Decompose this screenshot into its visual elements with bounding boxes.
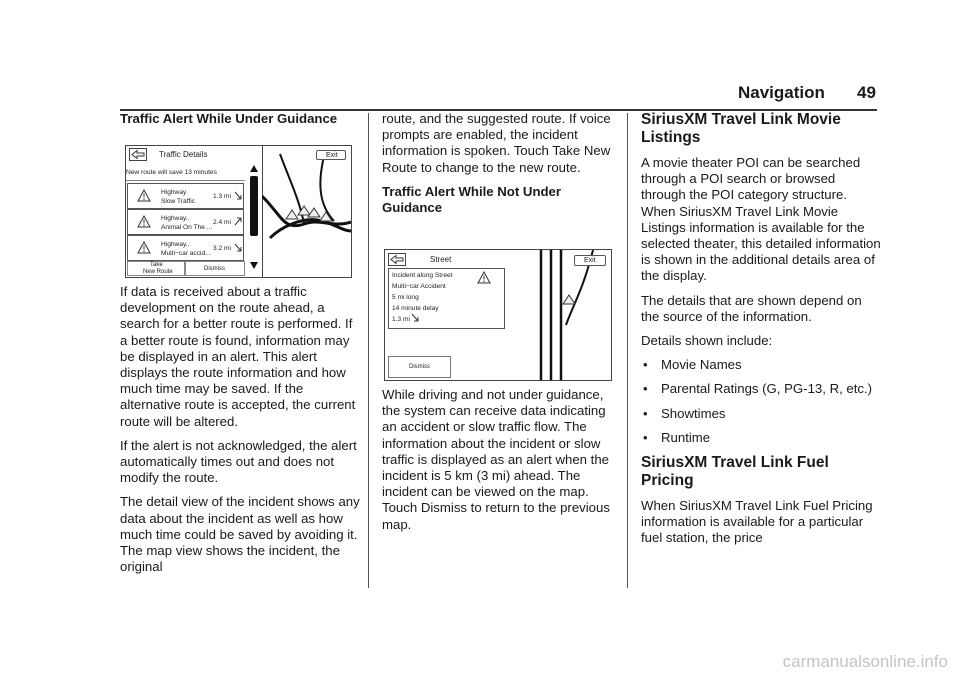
page-number: 49 bbox=[857, 83, 876, 102]
map-incident-marker bbox=[563, 295, 575, 304]
map-incident-marker bbox=[286, 210, 298, 219]
arrow-southeast-icon bbox=[411, 313, 420, 323]
bullet-item bbox=[641, 381, 881, 397]
incident-distance: 2.4 mi bbox=[213, 219, 231, 226]
incident-distance: 3.2 mi bbox=[213, 245, 231, 252]
dismiss-button[interactable] bbox=[185, 261, 245, 276]
column-1-body bbox=[120, 284, 360, 583]
incident-detail-panel bbox=[388, 268, 505, 329]
exit-label: Exit bbox=[326, 152, 338, 159]
scroll-thumb[interactable] bbox=[250, 176, 258, 236]
new-route-label: New Route bbox=[143, 269, 173, 275]
column-1 bbox=[120, 111, 360, 135]
bullet-marker: • bbox=[643, 357, 648, 373]
street-map[interactable] bbox=[521, 250, 611, 380]
arrow-southeast-icon bbox=[234, 243, 243, 253]
detail-line: 5 mi long bbox=[392, 294, 419, 301]
paragraph: If the alert is not acknowledged, the alert automatically times out and does not modify the route. bbox=[120, 437, 357, 486]
warning-icon bbox=[137, 189, 151, 202]
paragraph: Details shown include: bbox=[641, 333, 773, 349]
paragraph: route, and the suggested route. If voice prompts are enabled, the incident information is spoken. Touch Take New Route to change to the new route. bbox=[382, 111, 611, 175]
map-incident-marker bbox=[308, 208, 320, 217]
bullet-marker: • bbox=[643, 381, 648, 397]
scrollbar[interactable] bbox=[248, 160, 260, 274]
take-label: Take bbox=[150, 262, 163, 268]
heading-fuel-pricing: SiriusXM Travel Link Fuel Pricing bbox=[641, 454, 829, 490]
bullet-text: Runtime bbox=[661, 429, 711, 445]
incident-distance: 1.3 mi bbox=[213, 193, 231, 200]
heading-movie-listings: SiriusXM Travel Link Movie Listings bbox=[641, 111, 841, 146]
detail-line: 14 minute delay bbox=[392, 305, 439, 312]
screen-title: Traffic Details bbox=[159, 150, 208, 159]
footer-watermark: carmanualsonline.info bbox=[782, 652, 948, 671]
paragraph: The details that are shown depend on the source of the information. bbox=[641, 292, 862, 324]
heading-not-under-guidance: Traffic Alert While Not Under Guidance bbox=[382, 183, 562, 216]
arrow-northeast-icon bbox=[234, 216, 243, 226]
paragraph: The detail view of the incident shows any data about the incident as well as how much time could be saved by avoiding it. The map view shows the incident, the original bbox=[120, 494, 360, 575]
column-2-body bbox=[382, 387, 620, 541]
warning-icon bbox=[137, 241, 151, 254]
column-divider-1 bbox=[368, 113, 369, 588]
bullet-marker: • bbox=[643, 405, 648, 421]
heading-under-guidance: Traffic Alert While Under Guidance bbox=[120, 111, 338, 126]
bullet-text: Parental Ratings (G, PG-13, R, etc.) bbox=[661, 381, 873, 397]
bullet-marker: • bbox=[643, 429, 648, 445]
scroll-up-icon[interactable] bbox=[249, 164, 259, 173]
bullet-text: Showtimes bbox=[661, 405, 726, 421]
back-arrow-icon[interactable] bbox=[388, 253, 406, 266]
dismiss-button[interactable] bbox=[388, 356, 451, 378]
incident-type: Animal On The ... bbox=[161, 224, 213, 231]
exit-label: Exit bbox=[584, 257, 596, 264]
exit-button[interactable] bbox=[574, 255, 606, 266]
detail-line: Incident along Street bbox=[392, 272, 453, 279]
incident-type: Slow Traffic bbox=[161, 198, 195, 205]
incident-road: Highway bbox=[161, 189, 187, 196]
route-save-banner: New route will save 13 minutes bbox=[126, 169, 217, 176]
dismiss-label: Dismiss bbox=[409, 364, 430, 370]
column-2 bbox=[382, 111, 620, 224]
incident-type: Multi−car accid... bbox=[161, 250, 211, 257]
take-new-route-button[interactable] bbox=[127, 261, 185, 276]
paragraph: A movie theater POI can be searched through a POI search or browsed through the POI category structure. When SiriusXM Travel Link Movie Listings information is available for the selected theater, this detailed information is shown in the additional details area of the display. bbox=[641, 155, 881, 284]
paragraph: While driving and not under guidance, the system can receive data indicating an accident or slow traffic flow. The information about the incident or slow traffic is displayed as an alert when the incident is 5 km (3 mi) ahead. The incident can be viewed on the map. Touch Dismiss to return to the previous map. bbox=[382, 387, 610, 532]
exit-button[interactable] bbox=[316, 150, 346, 160]
incident-item[interactable] bbox=[127, 235, 244, 261]
route-map[interactable] bbox=[262, 146, 351, 277]
section-title: Navigation bbox=[738, 83, 825, 102]
screen-title: Street bbox=[430, 255, 452, 264]
figure-traffic-details bbox=[125, 145, 352, 278]
incident-road: Highway.. bbox=[161, 215, 190, 222]
detail-line: 1.3 mi bbox=[392, 316, 410, 323]
column-divider-2 bbox=[627, 113, 628, 588]
incident-road: Highway.. bbox=[161, 241, 190, 248]
paragraph: When SiriusXM Travel Link Fuel Pricing information is available for a particular fuel station, the price bbox=[641, 498, 873, 546]
warning-icon bbox=[137, 215, 151, 228]
bullet-item bbox=[641, 406, 881, 422]
paragraph: If data is received about a traffic development on the route ahead, a search for a better route is performed. If a better route is found, information may be displayed in an alert. This alert displays the route information and how much time may be saved. If the alternative route is accepted, the current route will be altered. bbox=[120, 284, 356, 429]
warning-icon bbox=[477, 271, 491, 284]
dismiss-label: Dismiss bbox=[204, 266, 225, 272]
figure-street-incident bbox=[384, 249, 612, 381]
bullet-text: Movie Names bbox=[661, 357, 742, 373]
arrow-southeast-icon bbox=[234, 191, 243, 201]
column-3 bbox=[641, 111, 881, 555]
bullet-item bbox=[641, 357, 881, 373]
scroll-down-icon[interactable] bbox=[249, 261, 259, 270]
incident-item[interactable] bbox=[127, 209, 244, 235]
bullet-item bbox=[641, 430, 881, 446]
incident-item[interactable] bbox=[127, 183, 244, 209]
back-arrow-icon[interactable] bbox=[129, 148, 147, 161]
detail-line: Multi−car Accident bbox=[392, 283, 446, 290]
